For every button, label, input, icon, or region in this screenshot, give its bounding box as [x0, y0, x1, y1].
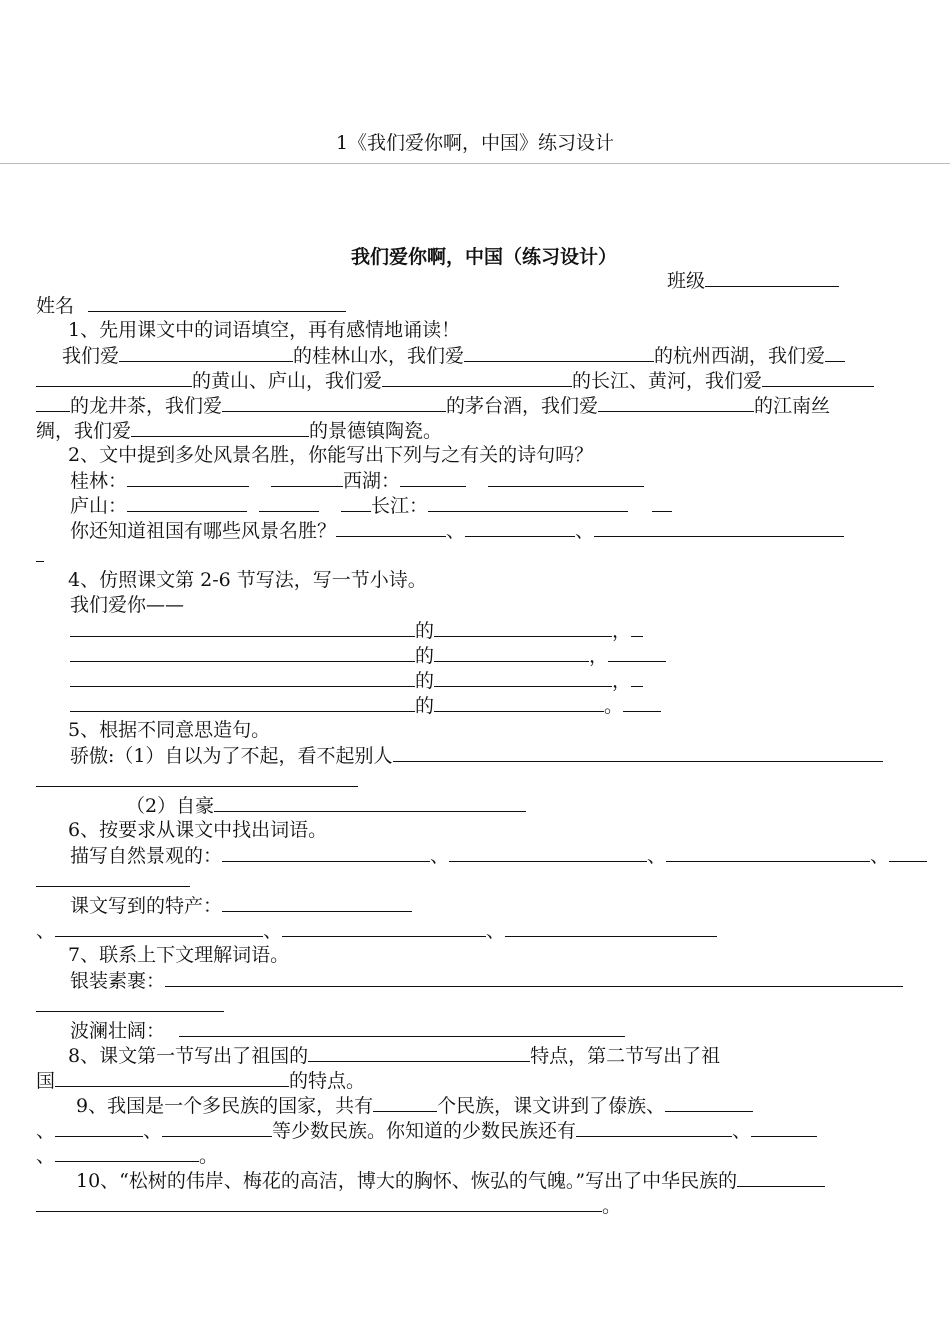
q7-line-2 — [36, 993, 224, 1018]
text: 的桂林山水，我们爱 — [293, 345, 465, 367]
q6-blank[interactable] — [36, 868, 190, 887]
q2-line-2 — [70, 493, 672, 518]
text: 的 — [415, 670, 435, 692]
q4-prompt: 4、仿照课文第 2-6 节写法，写一节小诗。 — [68, 569, 427, 591]
text: 、 — [143, 1120, 163, 1142]
q2-blank[interactable] — [652, 493, 672, 512]
q2-line-1 — [70, 468, 644, 493]
q6-blank[interactable] — [889, 843, 927, 862]
q5-blank[interactable] — [36, 768, 358, 787]
q1-line-4 — [36, 418, 442, 443]
text: 的茅台酒，我们爱 — [446, 395, 599, 417]
q4-line-3 — [70, 668, 643, 693]
q2-blank[interactable] — [465, 518, 575, 537]
q2-blank[interactable] — [127, 493, 247, 512]
text: 长江： — [371, 495, 429, 517]
q6-blank[interactable] — [282, 918, 486, 937]
text: 、 — [732, 1120, 752, 1142]
name-field — [36, 293, 346, 318]
q5-blank[interactable] — [214, 793, 526, 812]
text: 庐山： — [70, 495, 128, 517]
q1-blank[interactable] — [119, 343, 293, 362]
q8-blank[interactable] — [55, 1068, 289, 1087]
text: （2）自豪 — [126, 795, 215, 817]
q4-blank[interactable] — [608, 643, 666, 662]
text: 的黄山、庐山，我们爱 — [192, 370, 383, 392]
text: 、 — [36, 1120, 56, 1142]
text: 西湖： — [343, 470, 401, 492]
q4-line-2 — [70, 643, 666, 668]
text: 的 — [415, 620, 435, 642]
q1-blank[interactable] — [825, 343, 845, 362]
q2-blank[interactable] — [271, 468, 343, 487]
q6-line-4 — [36, 918, 717, 943]
name-label: 姓名 — [36, 295, 75, 317]
text: 、 — [430, 845, 450, 867]
text: ， — [612, 670, 632, 692]
text: 等少数民族。你知道的少数民族还有 — [272, 1120, 577, 1142]
q8-line-2 — [36, 1068, 365, 1093]
q10-blank[interactable] — [36, 1193, 602, 1212]
q1-blank[interactable] — [36, 368, 192, 387]
text: 。 — [199, 1145, 219, 1167]
q4-blank[interactable] — [434, 668, 612, 687]
q6-blank[interactable] — [449, 843, 647, 862]
q2-blank[interactable] — [594, 518, 844, 537]
text: 骄傲:（1）自以为了不起，看不起别人 — [70, 745, 393, 767]
text: 。 — [604, 695, 624, 717]
text: 的 — [415, 695, 435, 717]
q6-line-2 — [36, 868, 190, 893]
q6-blank[interactable] — [505, 918, 717, 937]
q8-line-1 — [68, 1043, 720, 1068]
q6-line-1 — [70, 843, 927, 868]
q7-blank[interactable] — [165, 968, 903, 987]
q6-blank[interactable] — [222, 843, 430, 862]
header-rule — [0, 163, 950, 164]
text: 、 — [36, 1145, 56, 1167]
text: 的杭州西湖，我们爱 — [654, 345, 826, 367]
q8-blank[interactable] — [308, 1043, 530, 1062]
q4-blank[interactable] — [70, 643, 415, 662]
q4-line-4 — [70, 693, 661, 718]
q2-blank[interactable] — [400, 468, 466, 487]
text: 描写自然景观的： — [70, 845, 223, 867]
q2-line-3 — [70, 518, 844, 543]
text: 的特点。 — [289, 1070, 366, 1092]
q4-intro: 我们爱你—— — [70, 594, 185, 616]
text: 、 — [36, 920, 56, 942]
q9-line-1 — [76, 1093, 753, 1118]
text: 、 — [263, 920, 283, 942]
q7-blank[interactable] — [36, 993, 224, 1012]
text: 国 — [36, 1070, 56, 1092]
q1-blank[interactable] — [382, 368, 572, 387]
q1-line-1 — [62, 343, 845, 368]
q9-blank[interactable] — [665, 1093, 753, 1112]
q4-line-1 — [70, 618, 643, 643]
q4-blank[interactable] — [70, 668, 415, 687]
text: 的 — [415, 645, 435, 667]
q4-blank[interactable] — [623, 693, 661, 712]
q1-blank[interactable] — [762, 368, 874, 387]
q1-line-3 — [36, 393, 830, 418]
q5-line-2 — [36, 768, 358, 793]
class-label: 班级 — [667, 270, 706, 292]
q4-blank[interactable] — [434, 618, 612, 637]
q5-blank[interactable] — [393, 743, 883, 762]
text: 课文写到的特产： — [70, 895, 223, 917]
q2-blank[interactable] — [259, 493, 319, 512]
q9-blank[interactable] — [55, 1143, 199, 1162]
q4-blank[interactable] — [70, 618, 415, 637]
q9-blank[interactable] — [576, 1118, 732, 1137]
text: 。 — [602, 1195, 622, 1217]
text: 、 — [575, 520, 595, 542]
text: 、 — [647, 845, 667, 867]
page-header: 1《我们爱你啊，中国》练习设计 — [335, 132, 615, 154]
q9-line-2 — [36, 1118, 817, 1143]
text: 、 — [870, 845, 890, 867]
q2-blank[interactable] — [36, 543, 44, 562]
text: 、 — [446, 520, 466, 542]
q4-blank[interactable] — [434, 693, 604, 712]
q1-blank[interactable] — [598, 393, 754, 412]
text: 个民族，课文讲到了傣族、 — [437, 1095, 666, 1117]
class-blank[interactable] — [705, 268, 839, 287]
q6-line-3 — [70, 893, 412, 918]
q6-blank[interactable] — [666, 843, 870, 862]
q9-blank[interactable] — [55, 1118, 143, 1137]
text: 桂林： — [70, 470, 128, 492]
q5-line-1 — [70, 743, 883, 768]
q2-blank[interactable] — [488, 468, 644, 487]
text: 波澜壮阔： — [70, 1020, 166, 1042]
q4-blank[interactable] — [70, 693, 415, 712]
q4-blank[interactable] — [631, 618, 643, 637]
text: 8、课文第一节写出了祖国的 — [68, 1045, 309, 1067]
q6-prompt: 6、按要求从课文中找出词语。 — [68, 819, 328, 841]
q2-blank[interactable] — [336, 518, 446, 537]
text: ， — [589, 645, 609, 667]
text: 银装素裹： — [70, 970, 166, 992]
text: 特点，第二节写出了祖 — [530, 1045, 721, 1067]
text: 、 — [486, 920, 506, 942]
text: 10、“松树的伟岸、梅花的高洁，博大的胸怀、恢弘的气魄。”写出了中华民族的 — [76, 1170, 738, 1192]
q2-line-4 — [36, 543, 44, 568]
q9-blank[interactable] — [751, 1118, 817, 1137]
q1-blank[interactable] — [36, 393, 70, 412]
q7-line-1 — [70, 968, 903, 993]
q1-blank[interactable] — [131, 418, 309, 437]
q1-line-2 — [36, 368, 874, 393]
q2-blank[interactable] — [341, 493, 371, 512]
q5-line-3 — [126, 793, 526, 818]
q7-line-3 — [70, 1018, 625, 1043]
text: 你还知道祖国有哪些风景名胜？ — [70, 520, 337, 542]
text: 的长江、黄河，我们爱 — [572, 370, 763, 392]
text: 的龙井茶，我们爱 — [70, 395, 223, 417]
text: 的景德镇陶瓷。 — [309, 420, 443, 442]
name-blank[interactable] — [88, 293, 346, 312]
q6-blank[interactable] — [55, 918, 263, 937]
q1-blank[interactable] — [222, 393, 446, 412]
q9-blank[interactable] — [373, 1093, 437, 1112]
q10-line-2 — [36, 1193, 621, 1218]
q2-blank[interactable] — [428, 493, 628, 512]
q1-blank[interactable] — [464, 343, 654, 362]
q4-blank[interactable] — [434, 643, 589, 662]
q6-blank[interactable] — [222, 893, 412, 912]
q5-prompt: 5、根据不同意思造句。 — [68, 719, 271, 741]
text: ， — [612, 620, 632, 642]
q9-line-3 — [36, 1143, 218, 1168]
q4-blank[interactable] — [631, 668, 643, 687]
text: 9、我国是一个多民族的国家，共有 — [76, 1095, 374, 1117]
q2-blank[interactable] — [127, 468, 249, 487]
text: 的江南丝 — [754, 395, 831, 417]
q2-prompt: 2、文中提到多处风景名胜，你能写出下列与之有关的诗句吗？ — [68, 444, 594, 466]
text: 我们爱 — [62, 345, 120, 367]
q7-blank[interactable] — [179, 1018, 625, 1037]
q10-blank[interactable] — [737, 1168, 825, 1187]
q7-prompt: 7、联系上下文理解词语。 — [68, 944, 290, 966]
class-field — [667, 268, 839, 293]
q9-blank[interactable] — [162, 1118, 272, 1137]
q1-prompt: 1、先用课文中的词语填空，再有感情地诵读！ — [68, 319, 461, 341]
worksheet-title: 我们爱你啊，中国（练习设计） — [350, 246, 617, 268]
text: 绸，我们爱 — [36, 420, 132, 442]
q10-line-1 — [76, 1168, 825, 1193]
